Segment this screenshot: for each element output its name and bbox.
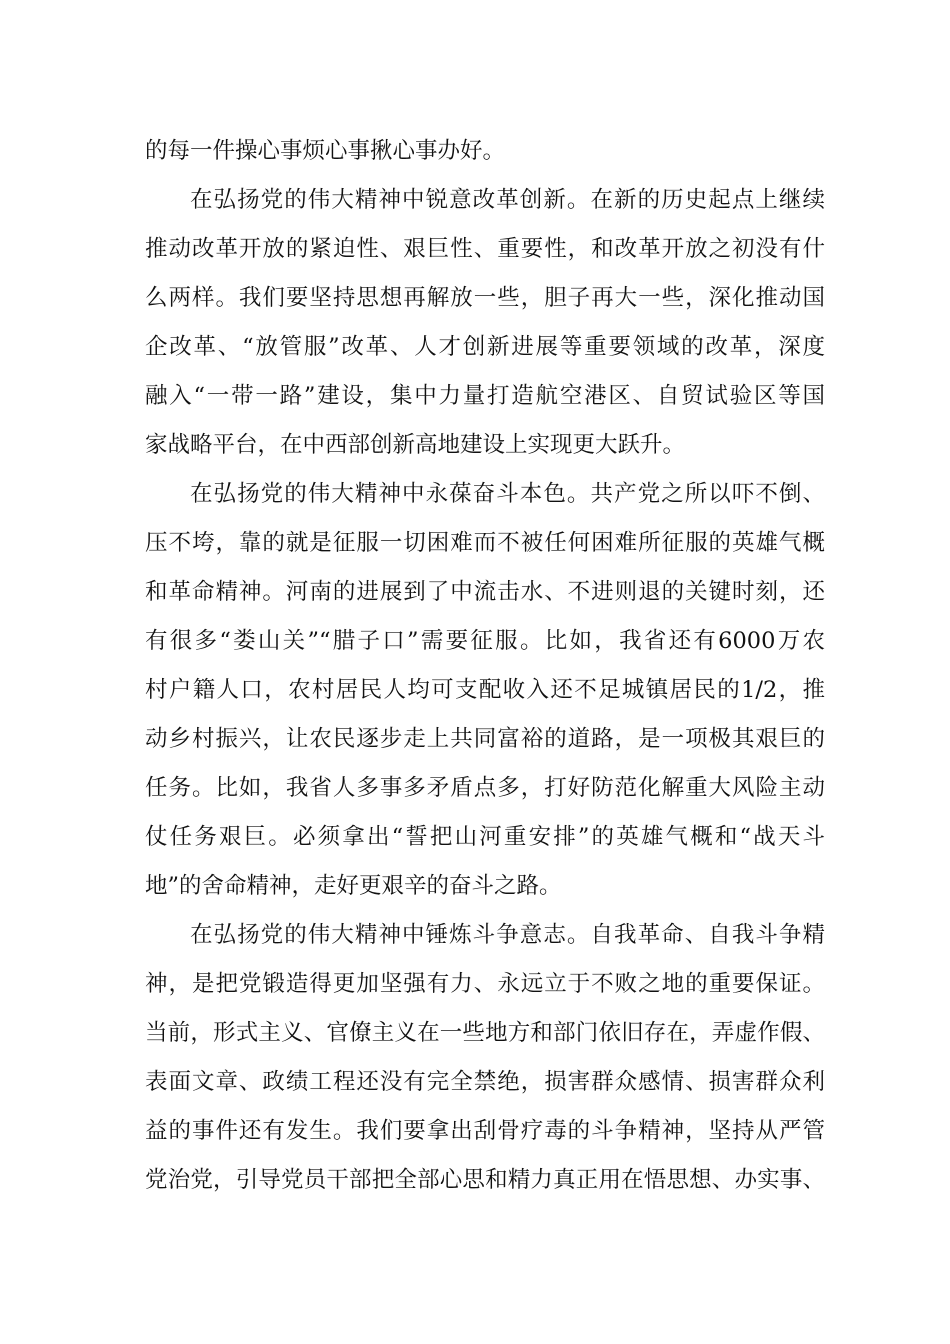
text-line: 有很多“娄山关”“腊子口”需要征服。比如，我省还有6000万农 [145,628,825,654]
text-line: 动乡村振兴，让农民逐步走上共同富裕的道路，是一项极其艰巨的 [145,726,825,752]
paragraph-first-line: 在弘扬党的伟大精神中永葆奋斗本色。共产党之所以吓不倒、 [190,481,825,507]
text-line: 的每一件操心事烦心事揪心事办好。 [145,138,506,164]
text-line: 家战略平台，在中西部创新高地建设上实现更大跃升。 [145,432,686,458]
text-line: 神，是把党锻造得更加坚强有力、永远立于不败之地的重要保证。 [145,971,825,997]
paragraph-first-line: 在弘扬党的伟大精神中锤炼斗争意志。自我革命、自我斗争精 [190,922,825,948]
text-line: 企改革、“放管服”改革、人才创新进展等重要领域的改革，深度 [145,334,825,360]
text-line: 益的事件还有发生。我们要拿出刮骨疗毒的斗争精神，坚持从严管 [145,1118,825,1144]
text-line: 党治党，引导党员干部把全部心思和精力真正用在悟思想、办实事、 [145,1167,825,1193]
text-line: 地”的舍命精神，走好更艰辛的奋斗之路。 [145,873,562,899]
text-line: 和革命精神。河南的进展到了中流击水、不进则退的关键时刻，还 [145,579,825,605]
text-line: 推动改革开放的紧迫性、艰巨性、重要性，和改革开放之初没有什 [145,236,825,262]
paragraph-first-line: 在弘扬党的伟大精神中锐意改革创新。在新的历史起点上继续 [190,187,825,213]
text-line: 么两样。我们要坚持思想再解放一些，胆子再大一些，深化推动国 [145,285,825,311]
text-line: 村户籍人口，农村居民人均可支配收入还不足城镇居民的1/2，推 [145,677,825,703]
text-line: 融入“一带一路”建设，集中力量打造航空港区、自贸试验区等国 [145,383,825,409]
text-line: 压不垮，靠的就是征服一切困难而不被任何困难所征服的英雄气概 [145,530,825,556]
text-line: 任务。比如，我省人多事多矛盾点多，打好防范化解重大风险主动 [145,775,825,801]
text-line: 仗任务艰巨。必须拿出“誓把山河重安排”的英雄气概和“战天斗 [145,824,825,850]
text-line: 表面文章、政绩工程还没有完全禁绝，损害群众感情、损害群众利 [145,1069,825,1095]
text-line: 当前，形式主义、官僚主义在一些地方和部门依旧存在，弄虚作假、 [145,1020,825,1046]
